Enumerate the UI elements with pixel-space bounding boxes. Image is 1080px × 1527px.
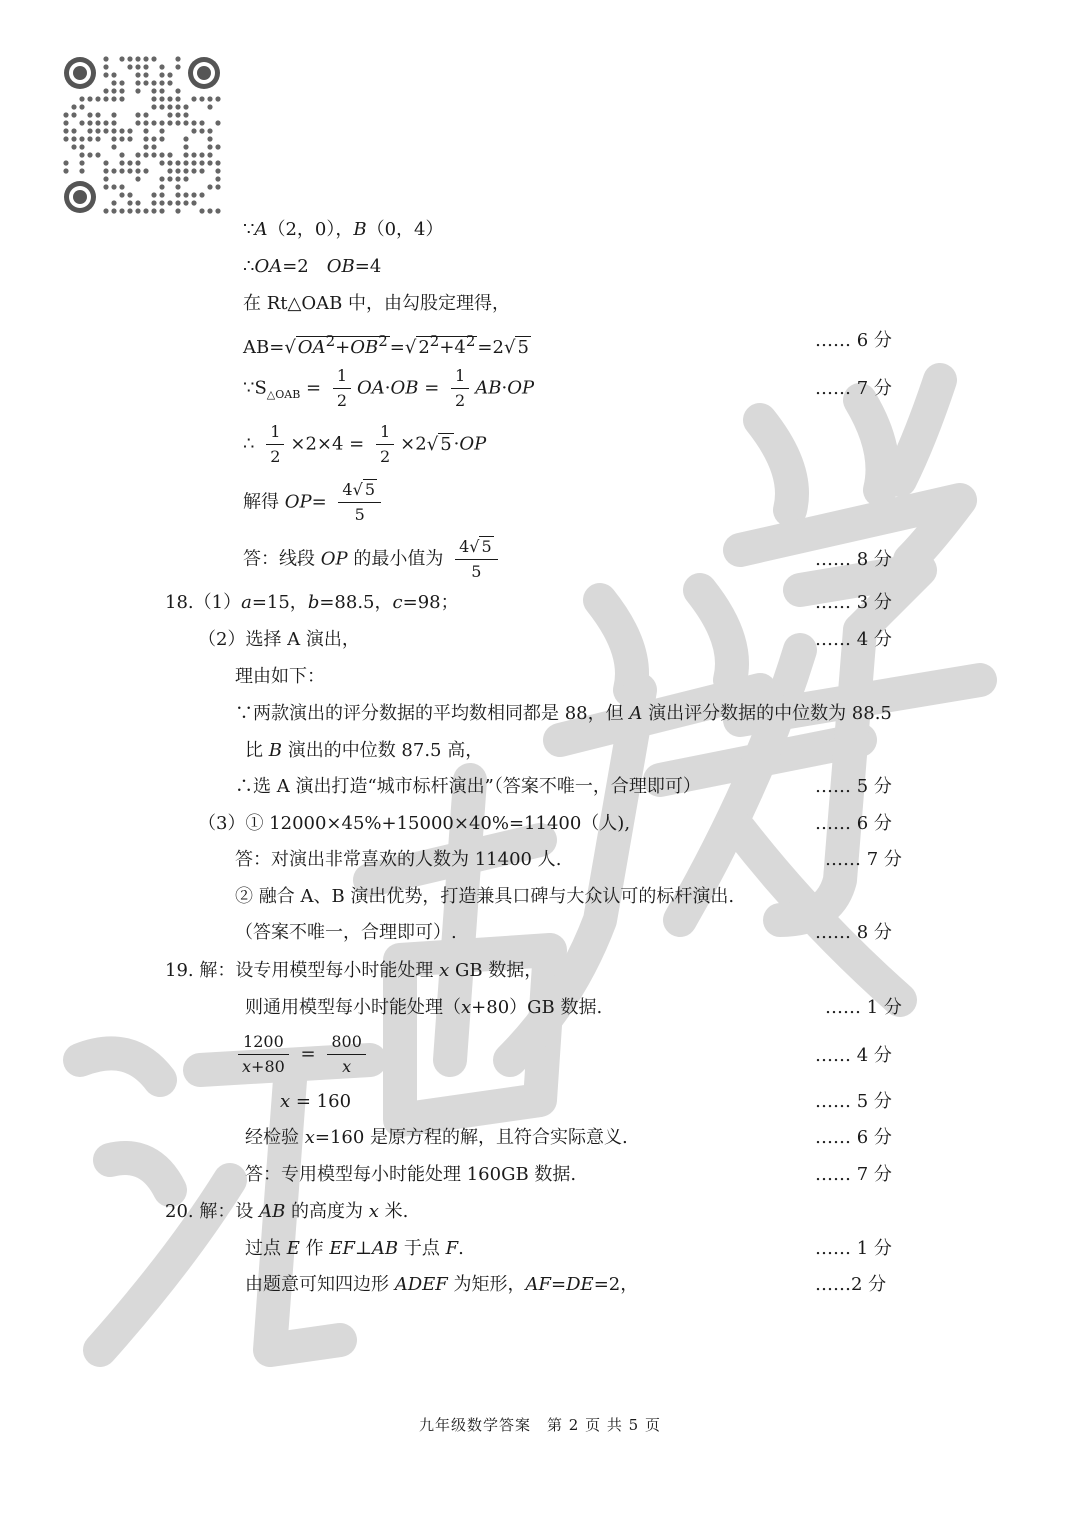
qr-dot (191, 192, 196, 197)
qr-dot (135, 152, 140, 157)
line-q19-general: 则通用模型每小时能处理（x+80）GB 数据. (245, 997, 603, 1018)
qr-dot (119, 168, 124, 173)
score-marker: …… 6 分 (815, 1127, 892, 1148)
qr-dot (151, 152, 156, 157)
qr-dot (191, 200, 196, 205)
qr-dot (143, 208, 148, 213)
qr-dot (199, 160, 204, 165)
qr-dot (87, 96, 92, 101)
qr-dot (151, 88, 156, 93)
qr-dot (151, 192, 156, 197)
qr-dot (175, 160, 180, 165)
qr-dot (159, 104, 164, 109)
qr-dot (183, 136, 188, 141)
qr-dot (143, 168, 148, 173)
score-marker: …… 6 分 (815, 330, 892, 351)
qr-dot (79, 120, 84, 125)
page-footer: 九年级数学答案 第 2 页 共 5 页 (419, 1416, 661, 1434)
qr-dot (63, 136, 68, 141)
qr-dot (191, 96, 196, 101)
qr-dot (103, 128, 108, 133)
qr-dot (159, 184, 164, 189)
qr-dot (159, 192, 164, 197)
line-solve-op: 解得 OP= $\frac{4√ 5}{5}$ (243, 480, 387, 525)
qr-dot (63, 128, 68, 133)
qr-dot (207, 160, 212, 165)
qr-dot (95, 152, 100, 157)
qr-dot (199, 128, 204, 133)
qr-dot (183, 160, 188, 165)
qr-dot (215, 208, 220, 213)
line-reason-1: ∵两款演出的评分数据的平均数相同都是 88，但 A 演出评分数据的中位数为 88.5 (235, 703, 892, 724)
qr-dot (175, 64, 180, 69)
qr-dot (79, 168, 84, 173)
qr-dot (207, 152, 212, 157)
qr-dot (167, 96, 172, 101)
qr-dot (151, 96, 156, 101)
qr-dot (191, 128, 196, 133)
qr-dot (103, 96, 108, 101)
qr-dot (159, 88, 164, 93)
qr-dot (143, 64, 148, 69)
qr-code (62, 55, 222, 215)
qr-dot (151, 104, 156, 109)
qr-dot (215, 160, 220, 165)
qr-dot (111, 128, 116, 133)
score-marker: …… 7 分 (815, 378, 892, 399)
score-marker: …… 4 分 (815, 629, 892, 650)
qr-dot (159, 136, 164, 141)
qr-dot (167, 152, 172, 157)
qr-dot (135, 64, 140, 69)
qr-dot (103, 72, 108, 77)
qr-dot (215, 176, 220, 181)
qr-dot (199, 152, 204, 157)
line-q18-part1: 18.（1）a=15，b=88.5，c=98； (165, 592, 459, 613)
qr-dot (127, 208, 132, 213)
qr-dot (175, 200, 180, 205)
qr-dot (103, 208, 108, 213)
qr-dot (175, 104, 180, 109)
line-suggestion: ② 融合 A、B 演出优势，打造兼具口碑与大众认可的标杆演出. (235, 886, 735, 907)
qr-dot (167, 160, 172, 165)
qr-dot (167, 72, 172, 77)
qr-dot (167, 112, 172, 117)
qr-dot (207, 208, 212, 213)
qr-dot (87, 128, 92, 133)
qr-dot (95, 120, 100, 125)
qr-dot (143, 152, 148, 157)
qr-dot (143, 80, 148, 85)
qr-dot (175, 88, 180, 93)
qr-dot (143, 112, 148, 117)
qr-dot (71, 128, 76, 133)
line-answer-note: （答案不唯一，合理即可）. (235, 922, 457, 943)
qr-dot (119, 96, 124, 101)
qr-dot (215, 120, 220, 125)
line-ab-length: AB=√ $OA^2+OB^2$ =√ $2^2+4^2 =2√$ 5 (243, 332, 529, 358)
qr-dot (159, 200, 164, 205)
qr-dot (167, 176, 172, 181)
qr-dot (119, 80, 124, 85)
qr-dot (135, 88, 140, 93)
qr-dot (207, 144, 212, 149)
qr-dot (199, 96, 204, 101)
qr-dot (199, 192, 204, 197)
qr-dot (127, 56, 132, 61)
line-q18-part3: （3）① 12000×45%+15000×40%=11400（人), (198, 813, 631, 834)
qr-dot (111, 88, 116, 93)
line-pythagoras-intro: 在 Rt△OAB 中，由勾股定理得， (243, 293, 511, 314)
line-given-points: ∵A（2，0），B（0，4） (243, 219, 444, 240)
line-answer-11400: 答：对演出非常喜欢的人数为 11400 人. (235, 849, 562, 870)
qr-dot (175, 184, 180, 189)
qr-dot (79, 152, 84, 157)
line-answer-op: 答：线段 OP 的最小值为 $\frac{4√ 5}{5}$ (243, 537, 504, 582)
qr-dot (135, 160, 140, 165)
line-reason-2: 比 B 演出的中位数 87.5 高， (245, 740, 484, 761)
qr-dot (215, 184, 220, 189)
qr-dot (167, 120, 172, 125)
qr-dot (127, 168, 132, 173)
qr-dot (143, 136, 148, 141)
qr-dot (63, 112, 68, 117)
qr-dot (135, 72, 140, 77)
qr-dot (135, 176, 140, 181)
qr-dot (159, 160, 164, 165)
qr-dot (103, 160, 108, 165)
line-substitution: ∴ $\frac{1}{2}$ ×2×4 = $\frac{1}{2}$ ×2√ 5 ·OP (243, 422, 487, 466)
line-q20-perpendicular: 过点 E 作 EF⊥AB 于点 F. (245, 1238, 464, 1259)
qr-dot (159, 72, 164, 77)
qr-dot (199, 120, 204, 125)
qr-dot (103, 64, 108, 69)
line-oa-ob: ∴OA=2 OB=4 (243, 256, 382, 277)
qr-dot (79, 144, 84, 149)
qr-dot (119, 88, 124, 93)
score-marker: …… 6 分 (815, 813, 892, 834)
qr-dot (95, 112, 100, 117)
qr-dot (103, 184, 108, 189)
qr-dot (167, 168, 172, 173)
score-marker: …… 5 分 (815, 1091, 892, 1112)
qr-dot (207, 184, 212, 189)
qr-dot (159, 152, 164, 157)
qr-dot (159, 80, 164, 85)
qr-dot (191, 160, 196, 165)
qr-dot (191, 168, 196, 173)
qr-dot (111, 144, 116, 149)
qr-dot (175, 112, 180, 117)
qr-dot (103, 56, 108, 61)
qr-dot (175, 192, 180, 197)
qr-dot (119, 136, 124, 141)
qr-dot (71, 144, 76, 149)
qr-dot (175, 120, 180, 125)
qr-dot (119, 56, 124, 61)
qr-dot (119, 208, 124, 213)
qr-dot (143, 72, 148, 77)
qr-dot (199, 208, 204, 213)
line-q18-part2: （2）选择 A 演出， (198, 629, 360, 650)
qr-dot (143, 120, 148, 125)
qr-dot (159, 120, 164, 125)
qr-dot (175, 56, 180, 61)
qr-dot (111, 120, 116, 125)
line-q19-solution: x = 160 (280, 1091, 352, 1112)
qr-dot (111, 112, 116, 117)
line-q19-check: 经检验 x=160 是原方程的解，且符合实际意义. (245, 1127, 628, 1148)
qr-dot (103, 88, 108, 93)
qr-dot (143, 56, 148, 61)
qr-dot (151, 80, 156, 85)
qr-dot (127, 64, 132, 69)
qr-dot (183, 152, 188, 157)
qr-dot (183, 168, 188, 173)
qr-dot (199, 168, 204, 173)
line-reason-intro: 理由如下： (235, 666, 325, 687)
qr-dot (183, 176, 188, 181)
qr-dot (183, 112, 188, 117)
qr-dot (111, 80, 116, 85)
qr-dot (87, 152, 92, 157)
qr-dot (135, 56, 140, 61)
qr-dot (207, 104, 212, 109)
qr-dot (191, 120, 196, 125)
score-marker: …… 8 分 (815, 922, 892, 943)
qr-dot (135, 200, 140, 205)
score-marker: …… 5 分 (815, 776, 892, 797)
qr-dot (159, 64, 164, 69)
qr-dot (135, 120, 140, 125)
qr-dot (119, 152, 124, 157)
qr-dot (79, 160, 84, 165)
qr-dot (159, 208, 164, 213)
qr-dot (175, 176, 180, 181)
qr-dot (159, 176, 164, 181)
qr-dot (183, 144, 188, 149)
qr-dot (127, 160, 132, 165)
qr-dot (183, 200, 188, 205)
qr-dot (63, 120, 68, 125)
qr-dot (151, 120, 156, 125)
qr-dot (175, 168, 180, 173)
qr-dot (119, 160, 124, 165)
qr-dot (103, 120, 108, 125)
qr-dot (119, 184, 124, 189)
qr-dot (207, 128, 212, 133)
qr-dot (127, 128, 132, 133)
qr-dot (215, 168, 220, 173)
qr-dot (167, 200, 172, 205)
qr-dot (103, 176, 108, 181)
qr-dot (95, 96, 100, 101)
qr-dot (111, 136, 116, 141)
qr-dot (127, 192, 132, 197)
score-marker: …… 1 分 (825, 997, 902, 1018)
qr-dot (159, 96, 164, 101)
line-area-equation: $\because S_{\triangle OAB}$ = $\frac{1}{2}$ OA·OB = $\frac{1}{2}$ AB·OP (243, 366, 535, 410)
qr-dot (159, 128, 164, 133)
qr-dot (183, 104, 188, 109)
qr-dot (151, 144, 156, 149)
qr-dot (79, 104, 84, 109)
qr-dot (215, 96, 220, 101)
qr-dot (207, 136, 212, 141)
qr-dot (71, 104, 76, 109)
qr-dot (127, 200, 132, 205)
qr-dot (111, 72, 116, 77)
line-q20-rectangle: 由题意可知四边形 ADEF 为矩形，AF=DE=2， (245, 1274, 639, 1295)
score-marker: …… 3 分 (815, 592, 892, 613)
qr-dot (151, 136, 156, 141)
qr-dot (103, 168, 108, 173)
qr-dot (167, 80, 172, 85)
qr-dot (87, 136, 92, 141)
qr-dot (111, 200, 116, 205)
qr-dot (215, 144, 220, 149)
qr-dot (111, 208, 116, 213)
qr-dot (111, 96, 116, 101)
line-conclusion-a: ∴选 A 演出打造“城市标杆演出”（答案不唯一，合理即可） (235, 776, 701, 797)
qr-dot (135, 80, 140, 85)
qr-dot (95, 128, 100, 133)
qr-dot (151, 200, 156, 205)
qr-dot (135, 208, 140, 213)
qr-dot (71, 112, 76, 117)
qr-dot (183, 120, 188, 125)
qr-dot (87, 112, 92, 117)
qr-dot (119, 128, 124, 133)
line-q19-answer: 答：专用模型每小时能处理 160GB 数据. (245, 1164, 577, 1185)
line-q19-setup: 19. 解：设专用模型每小时能处理 x GB 数据， (165, 960, 543, 981)
line-q20-setup: 20. 解：设 AB 的高度为 x 米. (165, 1201, 409, 1222)
score-marker: …… 4 分 (815, 1045, 892, 1066)
qr-dot (63, 160, 68, 165)
score-marker: …… 7 分 (825, 849, 902, 870)
qr-dot (111, 168, 116, 173)
qr-dot (175, 208, 180, 213)
qr-dot (79, 136, 84, 141)
qr-dot (63, 168, 68, 173)
qr-dot (135, 112, 140, 117)
qr-dot (119, 192, 124, 197)
qr-dot (183, 192, 188, 197)
qr-dot (207, 96, 212, 101)
qr-dot (135, 168, 140, 173)
qr-dot (87, 120, 92, 125)
qr-dot (71, 136, 76, 141)
qr-dot (175, 96, 180, 101)
score-marker: …… 8 分 (815, 549, 892, 570)
score-marker: …… 7 分 (815, 1164, 892, 1185)
score-marker: ……2 分 (815, 1274, 887, 1295)
qr-dot (151, 56, 156, 61)
qr-dot (151, 208, 156, 213)
qr-dot (111, 184, 116, 189)
line-q19-equation: $\frac{1200}{x+80}$ = $\frac{800}{x}$ (238, 1032, 372, 1077)
qr-dot (127, 136, 132, 141)
qr-dot (143, 144, 148, 149)
qr-dot (167, 104, 172, 109)
qr-dot (191, 152, 196, 157)
qr-dot (95, 136, 100, 141)
score-marker: …… 1 分 (815, 1238, 892, 1259)
qr-dot (79, 96, 84, 101)
qr-dot (143, 128, 148, 133)
